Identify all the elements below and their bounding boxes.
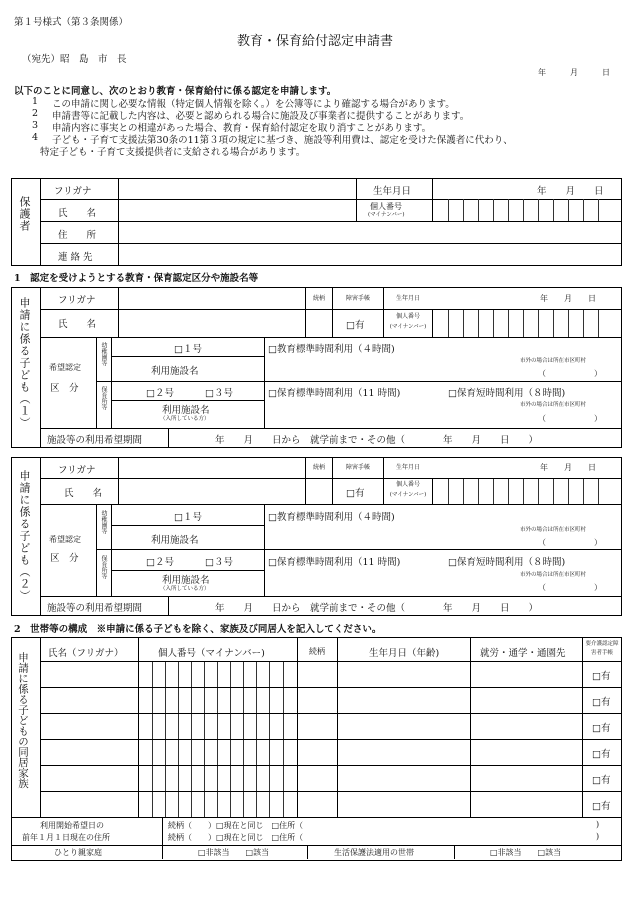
child1-outside-note: 市外の場合は所在市区町村 [520, 358, 587, 364]
child2-class2-checkbox[interactable]: □２号 [146, 557, 174, 568]
consent-lead: 以下のことに同意し、次のとおり教育・保育給付に係る認定を申請します。 [14, 86, 337, 97]
section1-title: 1 認定を受けようとする教育・保育認定区分や施設名等 [14, 273, 259, 284]
application-date[interactable]: 年 月 日 [538, 68, 610, 77]
guardian-address-label: 住 所 [58, 230, 97, 241]
child1-birth-label: 生年月日 [395, 295, 420, 302]
child1-mynumber-field[interactable] [434, 311, 618, 335]
child1-period-value[interactable]: 年 月 日から 就学前まで・その他（ 年 月 日 ） [215, 435, 539, 446]
welfare-options[interactable]: □非該当 □該当 [490, 848, 562, 857]
guardian-birth-label: 生年月日 [373, 186, 412, 197]
welfare-label: 生活保護法適用の世帯 [334, 848, 414, 857]
guardian-name-field[interactable] [120, 201, 354, 219]
child1-furigana-label: フリガナ [58, 295, 96, 306]
guardian-furigana-field[interactable] [120, 181, 354, 197]
single-parent-label: ひとり親家庭 [54, 848, 102, 857]
prev-address-label2: 前年１月１日現在の住所 [22, 833, 110, 842]
prev-address-line1[interactable]: 続柄（ ）□現在と同じ □住所（ [168, 821, 304, 830]
child1-outside-paren2[interactable]: （ ） [538, 414, 602, 423]
child1-name-field[interactable] [120, 311, 303, 335]
col-work: 就労・通学・通園先 [480, 648, 566, 659]
child2-class1-checkbox[interactable]: □１号 [174, 512, 202, 523]
child2-birth-label: 生年月日 [395, 464, 420, 471]
guardian-address-field[interactable] [120, 223, 618, 241]
child2-mynumber-sub: (マイナンバー) [389, 492, 427, 498]
guardian-contact-label: 連 絡 先 [58, 252, 93, 263]
row6-care-checkbox[interactable]: □有 [592, 801, 611, 812]
child1-section-label: 申請に係る子ども（１） [18, 297, 31, 429]
child2-hoiku-tag: 保育所等 [100, 555, 107, 579]
child2-period-value[interactable]: 年 月 日から 就学前まで・その他（ 年 月 日 ） [215, 603, 539, 614]
child1-facility2-sub: （入所している方） [160, 416, 210, 422]
child2-period-label: 施設等の利用希望期間 [47, 603, 143, 614]
row5-care-checkbox[interactable]: □有 [592, 775, 611, 786]
guardian-contact-field[interactable] [120, 245, 618, 263]
child2-outside-paren2[interactable]: （ ） [538, 583, 602, 592]
child1-facility2-field[interactable] [266, 402, 516, 426]
col-mynumber: 個人番号（マイナンバー) [158, 648, 265, 659]
household-side-label: 申請に係る子どもの同居家族 [17, 652, 29, 789]
child1-mynumber-sub: (マイナンバー) [389, 324, 427, 330]
prev-address-line2[interactable]: 続柄（ ）□現在と同じ □住所（ [168, 833, 304, 842]
child2-disability-label: 障害手帳 [345, 464, 370, 471]
child2-kubun-label: 希望認定 [49, 535, 81, 544]
guardian-mynumber-sub: (マイナンバー) [368, 212, 405, 218]
guardian-mynumber-label: 個人番号 [370, 202, 402, 211]
child2-section-label: 申請に係る子ども（２） [18, 470, 31, 602]
child2-mynumber-label: 個人番号 [395, 481, 420, 488]
child2-kyoiku-tag: 幼稚園等 [100, 510, 107, 534]
child2-facility-label: 利用施設名 [151, 535, 199, 546]
col-birth: 生年月日（年齢) [369, 648, 440, 659]
child2-furigana-label: フリガナ [58, 465, 96, 476]
child1-class1-checkbox[interactable]: □１号 [174, 344, 202, 355]
consent-item: 子ども・子育て支援法第30条の11第３項の規定に基づき、施設等利用費は、認定を受けた保護者に代わり、 [52, 135, 513, 146]
child2-kyoiku-std-checkbox[interactable]: □教育標準時間利用（４時間) [268, 512, 395, 523]
child2-facility-field[interactable] [266, 527, 516, 547]
child1-facility-field[interactable] [266, 358, 516, 379]
page-title: 教育・保育給付認定申請書 [236, 34, 393, 49]
child2-outside-note2: 市外の場合は所在市区町村 [520, 572, 587, 578]
guardian-name-label: 氏 名 [58, 208, 97, 219]
child2-facility2-field[interactable] [266, 572, 516, 594]
child2-facility2-sub: （入所している方） [160, 586, 210, 592]
form-number: 第１号様式（第３条関係） [14, 17, 129, 28]
table-row[interactable] [42, 689, 136, 711]
col-name: 氏名（フリガナ） [48, 648, 124, 659]
guardian-furigana-label: フリガナ [54, 186, 92, 197]
child1-furigana-field[interactable] [120, 290, 303, 306]
consent-item: この申請に関し必要な情報（特定個人情報を除く。）を公簿等により確認する場合があります。 [52, 99, 455, 110]
table-row[interactable] [42, 767, 136, 789]
child1-kubun-label2: 区 分 [50, 383, 79, 394]
col-care: 要介護認定障害者手帳 [585, 641, 619, 656]
child1-hoiku-short-checkbox[interactable]: □保育短時間利用（８時間) [448, 388, 566, 399]
child2-kubun-label2: 区 分 [50, 553, 79, 564]
child2-birth-value[interactable]: 年 月 日 [540, 463, 596, 472]
child1-mynumber-label: 個人番号 [395, 313, 420, 320]
child1-hoiku-std-checkbox[interactable]: □保育標準時間利用（11 時間) [268, 388, 401, 399]
table-row[interactable] [42, 793, 136, 815]
child2-relation-label: 続柄 [312, 464, 325, 471]
child2-outside-note: 市外の場合は所在市区町村 [520, 527, 587, 533]
child1-class3-checkbox[interactable]: □３号 [205, 388, 233, 399]
table-row[interactable] [42, 715, 136, 737]
consent-item-no: 4 [32, 132, 39, 143]
child2-facility2-label: 利用施設名 [162, 575, 210, 586]
table-row[interactable] [42, 663, 136, 685]
child2-class3-checkbox[interactable]: □３号 [205, 557, 233, 568]
guardian-section-label: 保護者 [18, 196, 31, 232]
child1-period-label: 施設等の利用希望期間 [47, 435, 143, 446]
child1-kyoiku-tag: 幼稚園等 [100, 342, 107, 366]
guardian-birth-value[interactable]: 年 月 日 [537, 186, 604, 197]
child1-class2-checkbox[interactable]: □２号 [146, 388, 174, 399]
child1-birth-value[interactable]: 年 月 日 [540, 294, 596, 303]
consent-item-no: 2 [32, 108, 39, 119]
child1-hoiku-tag: 保育所等 [100, 386, 107, 410]
consent-item-cont: 特定子ども・子育て支援提供者に支給される場合があります。 [40, 147, 306, 158]
prev-address-close1: ) [596, 820, 600, 829]
row3-care-checkbox[interactable]: □有 [592, 723, 611, 734]
child2-name-label: 氏 名 [64, 488, 103, 499]
child1-relation-label: 続柄 [312, 295, 325, 302]
row2-care-checkbox[interactable]: □有 [592, 697, 611, 708]
col-relation: 続柄 [309, 647, 325, 656]
guardian-mynumber-field[interactable] [434, 201, 618, 219]
child2-name-field[interactable] [120, 480, 303, 502]
child2-mynumber-field[interactable] [434, 480, 618, 502]
consent-item: 申請書等に記載した内容は、必要と認められる場合に施設及び事業者に提供することがあります。 [52, 111, 470, 122]
addressee: （宛先）昭 島 市 長 [22, 54, 127, 65]
row4-care-checkbox[interactable]: □有 [592, 749, 611, 760]
child1-outside-paren[interactable]: （ ） [538, 369, 602, 378]
section2-title: 2 世帯等の構成 ※申請に係る子どもを除く、家族及び同居人を記入してください。 [14, 624, 382, 635]
child1-disability-checkbox[interactable]: □有 [346, 320, 365, 331]
child1-name-label: 氏 名 [58, 319, 97, 330]
child2-outside-paren[interactable]: （ ） [538, 538, 602, 547]
consent-item-no: 1 [32, 96, 39, 107]
child1-kubun-label: 希望認定 [49, 363, 81, 372]
child2-hoiku-std-checkbox[interactable]: □保育標準時間利用（11 時間) [268, 557, 401, 568]
child1-facility-label: 利用施設名 [151, 366, 199, 377]
consent-item: 申請内容に事実との相違があった場合、教育・保育給付認定を取り消すことがあります。 [52, 123, 432, 134]
child2-furigana-field[interactable] [120, 460, 303, 476]
child2-hoiku-short-checkbox[interactable]: □保育短時間利用（８時間) [448, 557, 566, 568]
prev-address-close2: ) [596, 832, 600, 841]
child1-kyoiku-std-checkbox[interactable]: □教育標準時間利用（４時間) [268, 344, 395, 355]
single-parent-options[interactable]: □非該当 □該当 [198, 848, 270, 857]
child1-facility2-label: 利用施設名 [162, 405, 210, 416]
table-row[interactable] [42, 741, 136, 763]
child1-outside-note2: 市外の場合は所在市区町村 [520, 402, 587, 408]
prev-address-label: 利用開始希望日の [40, 821, 104, 830]
child2-disability-checkbox[interactable]: □有 [346, 488, 365, 499]
row1-care-checkbox[interactable]: □有 [592, 671, 611, 682]
child1-disability-label: 障害手帳 [345, 295, 370, 302]
consent-item-no: 3 [32, 120, 39, 131]
